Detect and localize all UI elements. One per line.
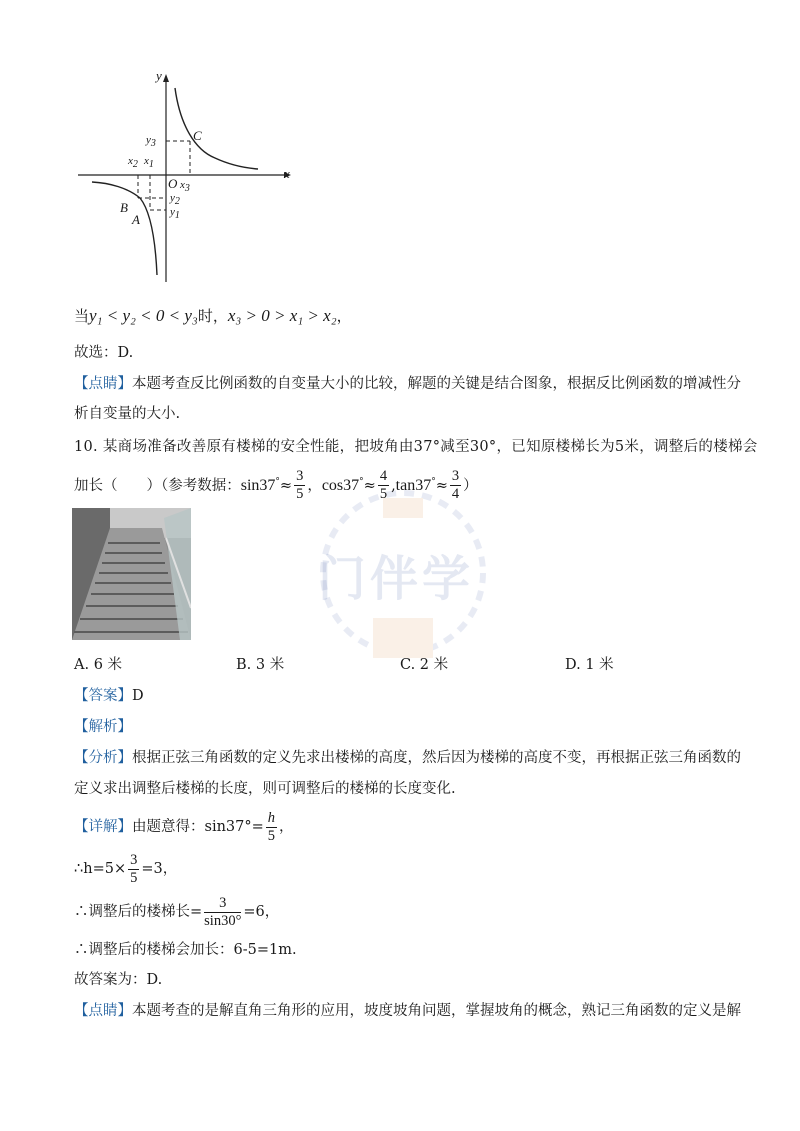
condition-suffix: ， <box>336 307 352 325</box>
step2-fraction <box>128 852 139 887</box>
option-c: C. 2 米 <box>400 657 449 673</box>
cos-frac-den: 5 <box>379 486 388 503</box>
condition-line <box>74 306 352 326</box>
x2-var: x <box>128 155 133 167</box>
point-b-label: B <box>120 200 128 215</box>
watermark-text: 门伴学 <box>318 551 475 607</box>
tan-approx: ≈ <box>435 477 448 494</box>
x3-var: x <box>180 179 185 191</box>
fenxi-tag: 【分析】 <box>74 750 132 766</box>
x-axis-label: x <box>284 166 290 181</box>
xiangjie-tag: 【详解】 <box>74 819 132 835</box>
y2-label <box>170 192 180 207</box>
analysis-tag: 【解析】 <box>74 719 132 735</box>
q9-dianjing-line1 <box>74 374 741 394</box>
q10-stem-prefix: 加长（ ）（参考数据： <box>74 477 241 494</box>
tan-fraction <box>450 468 461 503</box>
condition-expr1: y₁ < y₂ < 0 < y₃ <box>89 306 198 325</box>
xiangjie-text: 由题意得：sin37°= <box>132 819 264 835</box>
y3-var: y <box>146 134 151 146</box>
xiangjie-line <box>74 808 294 846</box>
origin-label: O <box>168 176 178 191</box>
staircase-photo <box>72 508 191 640</box>
x1-sub: 1 <box>148 159 154 170</box>
cos-term: cos37 <box>321 476 360 494</box>
x2-label <box>128 155 138 170</box>
sin-approx: ≈ <box>279 477 293 494</box>
comma-1: ， <box>307 477 322 494</box>
x3-label <box>180 179 190 194</box>
h-den: 5 <box>267 827 276 844</box>
q10-dianjing-text: 本题考查的是解直角三角形的应用，坡度坡角问题，掌握坡角的概念，熟记三角函数的定义是解 <box>132 1003 741 1019</box>
q10-stem-line1: 10. 某商场准备改善原有楼梯的安全性能，把坡角由37°减至30°，已知原楼梯长为5米，调整后的楼梯会 <box>74 439 758 455</box>
cos-deg: ° <box>359 477 364 487</box>
step2-line <box>74 850 177 888</box>
tan-deg: ° <box>431 477 436 487</box>
tan-frac-num: 3 <box>451 468 460 485</box>
y1-sub: 1 <box>174 210 180 221</box>
fenxi-text1: 根据正弦三角函数的定义先求出楼梯的高度，然后因为楼梯的高度不变，再根据正弦三角函数的 <box>132 750 741 766</box>
sin-fraction <box>294 468 305 503</box>
answer-tag: 【答案】 <box>74 688 132 704</box>
x1-var: x <box>144 155 149 167</box>
fenxi-line1 <box>74 748 741 768</box>
xiangjie-end: ， <box>279 819 294 835</box>
y3-label <box>146 134 156 149</box>
cos-frac-num: 4 <box>379 468 388 485</box>
sin-frac-den: 5 <box>296 486 304 503</box>
sin-term: sin37 <box>240 476 276 494</box>
q9-dianjing-text1: 本题考查反比例函数的自变量大小的比较，解题的关键是结合图象，根据反比例函数的增减性分 <box>132 376 741 392</box>
option-d: D. 1 米 <box>565 657 614 673</box>
step2-a: ∴h=5× <box>74 861 127 877</box>
comma-2: , <box>391 477 396 494</box>
point-c-label: C <box>193 128 202 143</box>
cos-fraction <box>378 468 389 503</box>
step2-b: =3， <box>141 861 178 877</box>
h-over-5-fraction <box>266 810 277 845</box>
x1-label <box>144 155 154 170</box>
y-axis-label: y <box>156 68 162 83</box>
y3-sub: 3 <box>150 138 156 149</box>
option-a: A. 6 米 <box>74 657 123 673</box>
stem-close: ） <box>463 477 478 494</box>
step3-a: ∴调整后的楼梯长= <box>74 904 203 920</box>
y2-sub: 2 <box>174 196 180 207</box>
step3-b: =6， <box>243 904 280 920</box>
y2-var: y <box>170 192 175 204</box>
step4-line: ∴调整后的楼梯会加长：6-5=1m. <box>74 942 297 958</box>
condition-expr2: x₃ > 0 > x₁ > x₂ <box>227 306 337 325</box>
condition-prefix: 当 <box>74 307 90 325</box>
x3-sub: 3 <box>184 183 190 194</box>
point-a-label: A <box>132 212 140 227</box>
tan-term: tan37 <box>395 476 432 494</box>
step3-line <box>74 893 279 931</box>
step3-num: 3 <box>204 895 241 913</box>
option-b: B. 3 米 <box>236 657 285 673</box>
condition-mid: 时， <box>197 307 228 325</box>
q9-choice: 故选：D. <box>74 345 134 361</box>
tan-frac-den: 4 <box>451 486 460 503</box>
q10-stem-line2 <box>74 464 478 504</box>
cos-approx: ≈ <box>363 477 376 494</box>
q9-dianjing-tag: 【点睛】 <box>74 376 132 392</box>
x2-sub: 2 <box>132 159 138 170</box>
sin-frac-num: 3 <box>296 468 304 485</box>
step3-den: sin30° <box>204 912 242 929</box>
sin-deg: ° <box>275 477 280 487</box>
step3-fraction <box>204 895 241 930</box>
h-num: h <box>267 809 276 826</box>
final-answer: 故答案为：D. <box>74 972 163 988</box>
step2-den: 5 <box>130 869 138 886</box>
answer-line <box>74 686 144 706</box>
fenxi-line2: 定义求出调整后楼梯的长度，则可调整后的楼梯的长度变化. <box>74 781 456 797</box>
answer-value: D <box>132 688 144 704</box>
y1-label <box>170 206 180 221</box>
y1-var: y <box>170 206 175 218</box>
q10-dianjing-line <box>74 1001 741 1021</box>
q10-dianjing-tag: 【点睛】 <box>74 1003 132 1019</box>
step2-num: 3 <box>130 851 138 868</box>
q9-dianjing-line2: 析自变量的大小. <box>74 406 181 422</box>
